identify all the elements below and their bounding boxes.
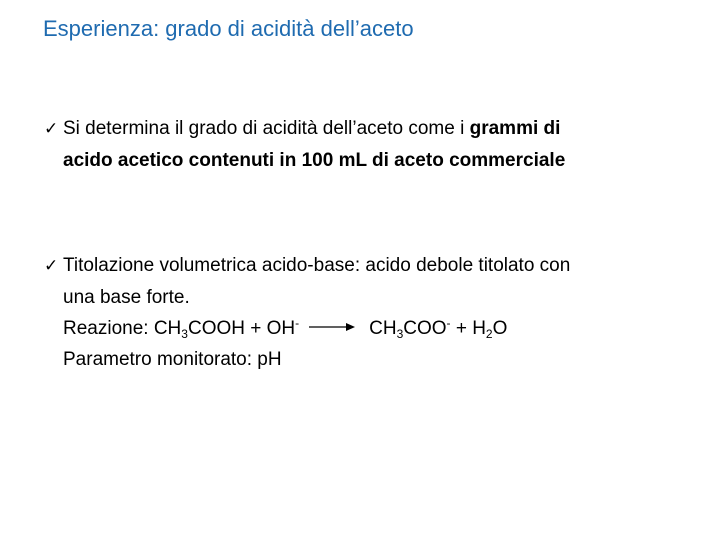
bullet-2-text: Titolazione volumetrica acido-base: acido debole titolato con xyxy=(63,255,571,276)
bullet-point-2 xyxy=(44,250,694,375)
reaction-arrow-icon xyxy=(309,321,355,333)
bullet-point-1 xyxy=(44,113,694,176)
bullet-1-bold-text: grammi di xyxy=(469,118,561,139)
slide-title: Esperienza: grado di acidità dell’aceto xyxy=(43,16,414,41)
bullet-1-bold-continuation: acido acetico contenuti in 100 mL di aceto commerciale xyxy=(63,150,566,171)
reaction-equation: Reazione: $CH_3COOH + OH^-$ $CH_3COO^- + H_2O$ xyxy=(63,316,508,341)
checkmark-icon: ✓ xyxy=(44,119,59,139)
bullet-2-line-4: Parametro monitorato: pH xyxy=(63,349,282,370)
bullet-2-line-2: una base forte. xyxy=(63,287,190,308)
bullet-1-text: Si determina il grado di acidità dell’aceto come i xyxy=(63,118,470,139)
checkmark-icon: ✓ xyxy=(44,256,59,276)
